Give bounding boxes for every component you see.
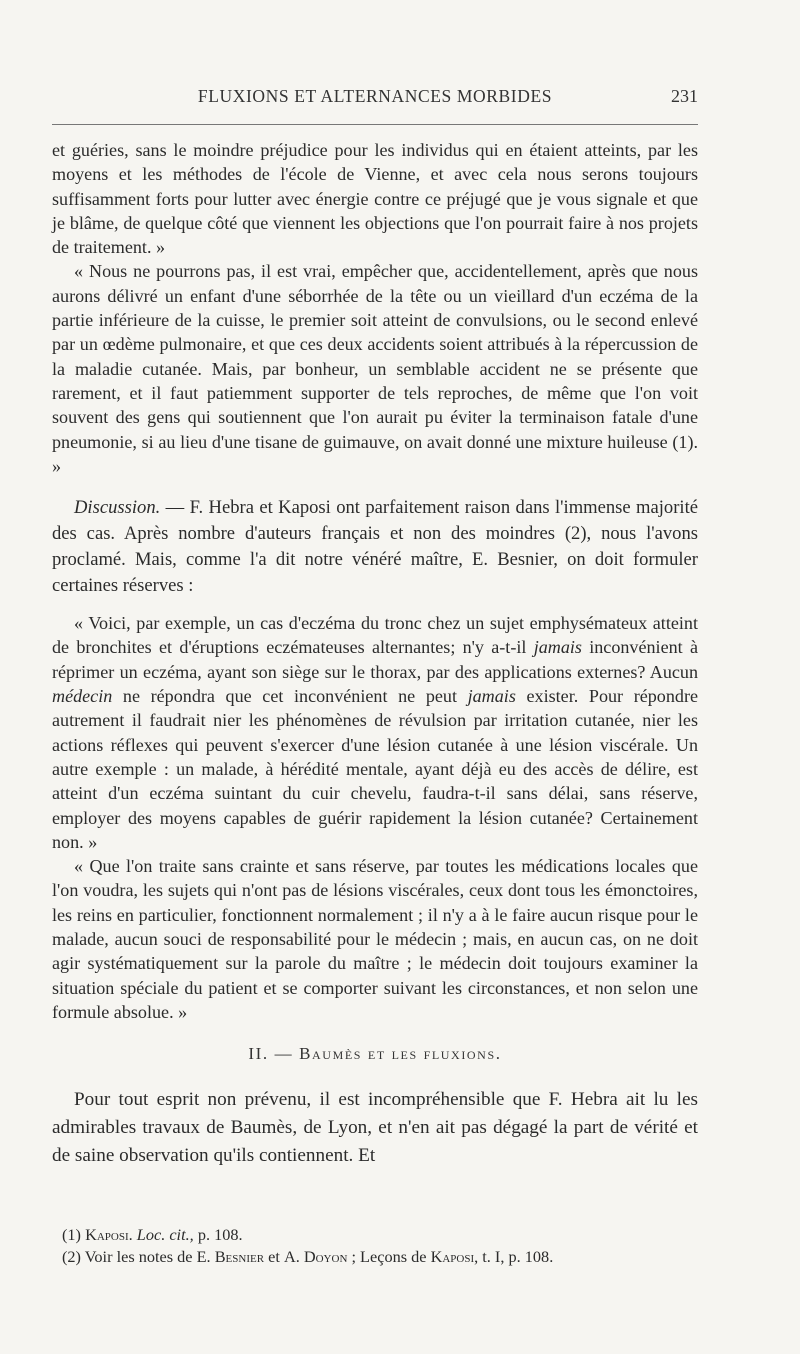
footnote-1-author: Kaposi. (85, 1225, 133, 1244)
footnote-2-besnier: E. Besnier (196, 1247, 265, 1266)
opening-quote (52, 138, 698, 478)
quote1-emphasis-1: jamais (533, 637, 582, 658)
section-heading (52, 1024, 698, 1086)
footnote-2-text-a: Voir les notes de (80, 1247, 197, 1266)
footnote-1-number: (1) (62, 1225, 81, 1244)
section-paragraph: Pour tout esprit non prévenu, il est incompréhensible que F. Hebra ait lu les admirables travaux de Baumès, de Lyon, et n'en ait pas dégagé la part de vérité et de saine observation qu'ils contiennent. Et (52, 1089, 698, 1167)
footnote-2-text-b: ; Leçons de (347, 1247, 431, 1266)
header-rule (52, 124, 698, 125)
besnier-quote (52, 611, 698, 1024)
page-number: 231 (671, 86, 698, 106)
running-header (52, 86, 698, 114)
footnote-1 (62, 1224, 702, 1246)
section-title: Baumès et les fluxions. (299, 1044, 502, 1064)
footnote-2-kaposi: Kaposi (430, 1247, 475, 1266)
footnote-2-number: (2) (62, 1247, 81, 1266)
quote1-text-1: « Voici, par exemple, un cas d'eczéma du tronc chez un sujet emphysémateux atteint de bronchites et d'éruptions eczémateuses alternantes; n'y a-t-il (52, 613, 698, 658)
quote1-emphasis-2: médecin (52, 686, 113, 707)
section-number: II. — (248, 1044, 294, 1064)
footnote-2-text-c: , t. I, p. 108. (474, 1247, 554, 1266)
discussion-label: Discussion. (74, 497, 161, 519)
running-title: FLUXIONS ET ALTERNANCES MORBIDES (197, 86, 553, 106)
footnote-2-doyon: A. Doyon (283, 1247, 348, 1266)
section-body (52, 1086, 698, 1170)
quote1-text-2: inconvénient à réprimer un eczéma, ayant son siège sur le thorax, par des applications externes? Aucun (52, 637, 698, 682)
footnote-1-page: p. 108. (193, 1225, 243, 1244)
discussion (52, 495, 698, 599)
footnotes (62, 1224, 702, 1268)
body-text (52, 138, 698, 1170)
paragraph-1: et guéries, sans le moindre préjudice pour les individus qui en étaient atteints, par les moyens et les méthodes de l'école de Vienne, et avec cela nous serons toujours suffisamment forts pour lutter avec énergie contre ce préjugé que je vous signale et que je blâme, de quelque côté que viennent les objections que l'on pourrait faire à nos projets de traitement. » (52, 140, 698, 258)
discussion-text: — F. Hebra et Kaposi ont parfaitement raison dans l'immense majorité des cas. Après nombre d'auteurs français et non des moindres (2), nous l'avons proclamé. Mais, comme l'a dit notre vénéré maître, E. Besnier, on doit formuler certaines réserves : (52, 497, 698, 597)
quote-paragraph-1 (52, 611, 698, 854)
paragraph-2: « Nous ne pourrons pas, il est vrai, empêcher que, accidentellement, après que nous aurons délivré un enfant d'une séborrhée de la tête ou un vieillard d'un eczéma de la partie inférieure de la cuisse, le premier soit atteint de convulsions, ou le second enlevé par un œdème pulmonaire, et que ces deux accidents soient attribués à la répercussion de la maladie cutanée. Mais, par bonheur, un semblable accident ne se présente que rarement, et il faut patiemment supporter de tels reproches, de même que l'on voit souvent des gens qui soutiennent que l'on aurait pu éviter la terminaison fatale d'une pneumonie, si au lieu d'une tisane de guimauve, on avait donné une mixture huileuse (1). » (52, 261, 698, 476)
discussion-paragraph (52, 495, 698, 599)
quote1-text-3: ne répondra que cet inconvénient ne peut (112, 686, 468, 707)
quote1-emphasis-3: jamais (467, 686, 516, 707)
footnote-2 (62, 1246, 702, 1268)
footnote-2-et: et (264, 1247, 284, 1266)
quote-paragraph-2: « Que l'on traite sans crainte et sans réserve, par toutes les médications locales que l'on voudra, les sujets qui n'ont pas de lésions viscérales, ceux dont tous les émonctoires, les reins en particulier, fonctionnent normalement ; il n'y a à le faire aucun risque pour le malade, aucun souci de responsabilité pour le médecin ; mais, en aucun cas, on ne doit agir systématiquement sur la parole du maître ; le médecin doit toujours examiner la situation spéciale du patient et se comporter suivant les circonstances, et non selon une formule absolue. » (52, 856, 698, 1022)
quote1-text-4: exister. Pour répondre autrement il faudrait nier les phénomènes de révulsion par irritation cutanée, nier les actions réflexes qui peuvent s'exercer d'une lésion cutanée à une lésion viscérale. Un autre exemple : un malade, à hérédité mentale, ayant déjà eu des accès de délire, est atteint d'un eczéma suintant du cuir chevelu, faudra-t-il sans délai, sans réserve, employer des moyens capables de guérir rapidement la lésion cutanée? Certainement non. » (52, 686, 699, 852)
footnote-1-ref: Loc. cit., (136, 1225, 194, 1244)
